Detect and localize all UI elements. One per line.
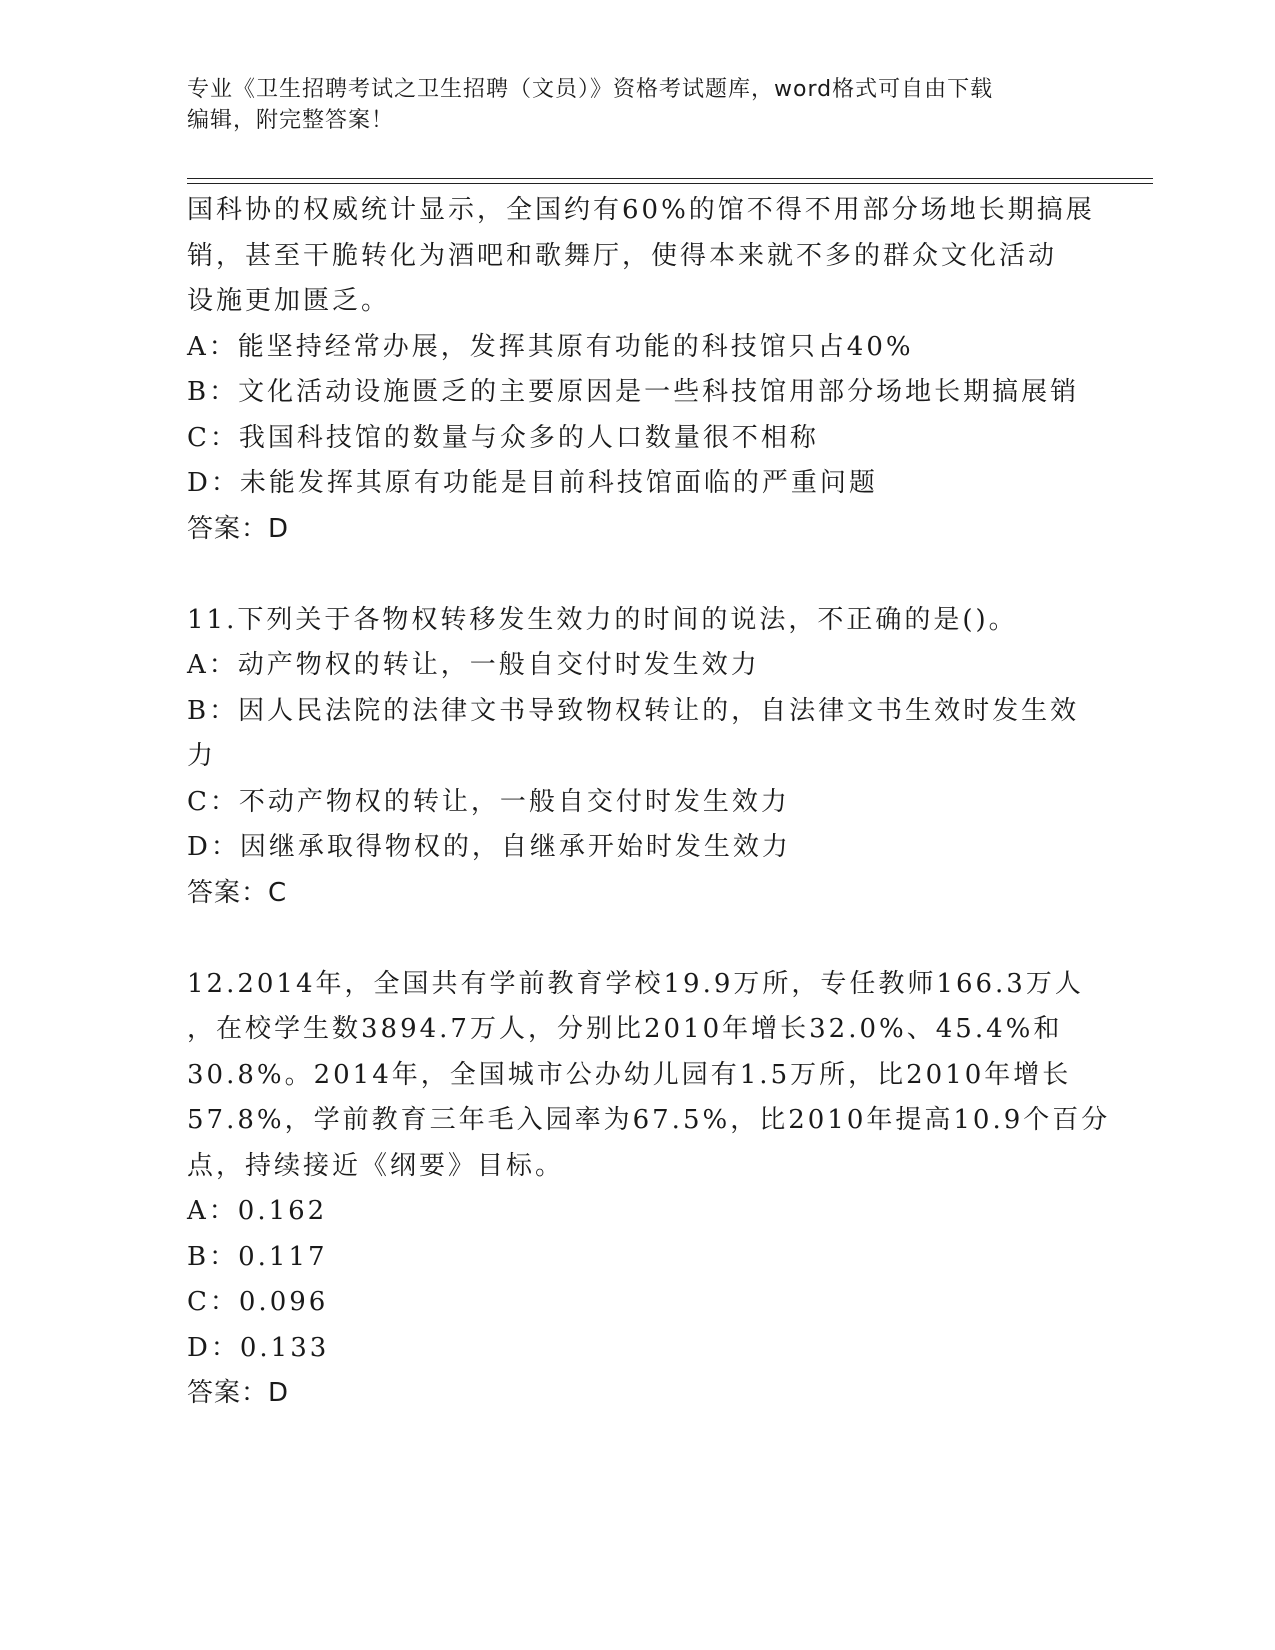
question-stem-line: 11.下列关于各物权转移发生效力的时间的说法，不正确的是()。	[187, 604, 1018, 635]
option-b-continued: 力	[187, 741, 217, 771]
question-stem-line: 销，甚至干脆转化为酒吧和歌舞厅，使得本来就不多的群众文化活动	[187, 240, 1058, 271]
spacer	[187, 552, 1087, 598]
question-stem-line: 设施更加匮乏。	[187, 286, 391, 316]
spacer	[187, 916, 1087, 962]
option-d: D：0.133	[187, 1332, 330, 1363]
option-b: B：因人民法院的法律文书导致物权转让的，自法律文书生效时发生效	[187, 695, 1080, 726]
question-10	[187, 188, 1095, 552]
option-c: C：不动产物权的转让，一般自交付时发生效力	[187, 786, 790, 817]
question-stem-line: 国科协的权威统计显示，全国约有60%的馆不得不用部分场地长期搞展	[187, 195, 1095, 225]
header-line-1: 专业《卫生招聘考试之卫生招聘（文员）》资格考试题库，word格式可自由下载	[187, 77, 994, 102]
document-header	[187, 74, 1067, 136]
option-d: D：未能发挥其原有功能是目前科技馆面临的严重问题	[187, 468, 878, 498]
question-stem-line: 30.8%。2014年，全国城市公办幼儿园有1.5万所，比2010年增长	[187, 1059, 1072, 1090]
question-12	[187, 962, 1111, 1417]
option-c: C：0.096	[187, 1287, 329, 1317]
question-stem-line: ，在校学生数3894.7万人，分别比2010年增长32.0%、45.4%和	[187, 1014, 1063, 1044]
option-b: B：文化活动设施匮乏的主要原因是一些科技馆用部分场地长期搞展销	[187, 377, 1080, 407]
question-stem-line: 点，持续接近《纲要》目标。	[187, 1150, 565, 1181]
answer-label: 答案：D	[187, 513, 290, 544]
option-a: A：动产物权的转让，一般自交付时发生效力	[187, 650, 760, 680]
header-divider-bottom	[187, 183, 1153, 184]
option-b: B：0.117	[187, 1241, 328, 1272]
question-stem-line: 57.8%，学前教育三年毛入园率为67.5%，比2010年提高10.9个百分	[187, 1105, 1111, 1135]
option-a: A：0.162	[187, 1196, 328, 1226]
question-11	[187, 598, 1087, 917]
answer-label: 答案：D	[187, 1378, 290, 1408]
option-d: D：因继承取得物权的，自继承开始时发生效力	[187, 832, 791, 862]
question-stem-line: 12.2014年，全国共有学前教育学校19.9万所，专任教师166.3万人	[187, 968, 1084, 999]
question-content	[187, 188, 1111, 1417]
answer-label: 答案：C	[187, 877, 288, 908]
option-a: A：能坚持经常办展，发挥其原有功能的科技馆只占40%	[187, 331, 914, 362]
header-line-2: 编辑，附完整答案！	[187, 108, 395, 133]
header-divider-top	[187, 178, 1153, 179]
option-c: C：我国科技馆的数量与众多的人口数量很不相称	[187, 422, 819, 453]
